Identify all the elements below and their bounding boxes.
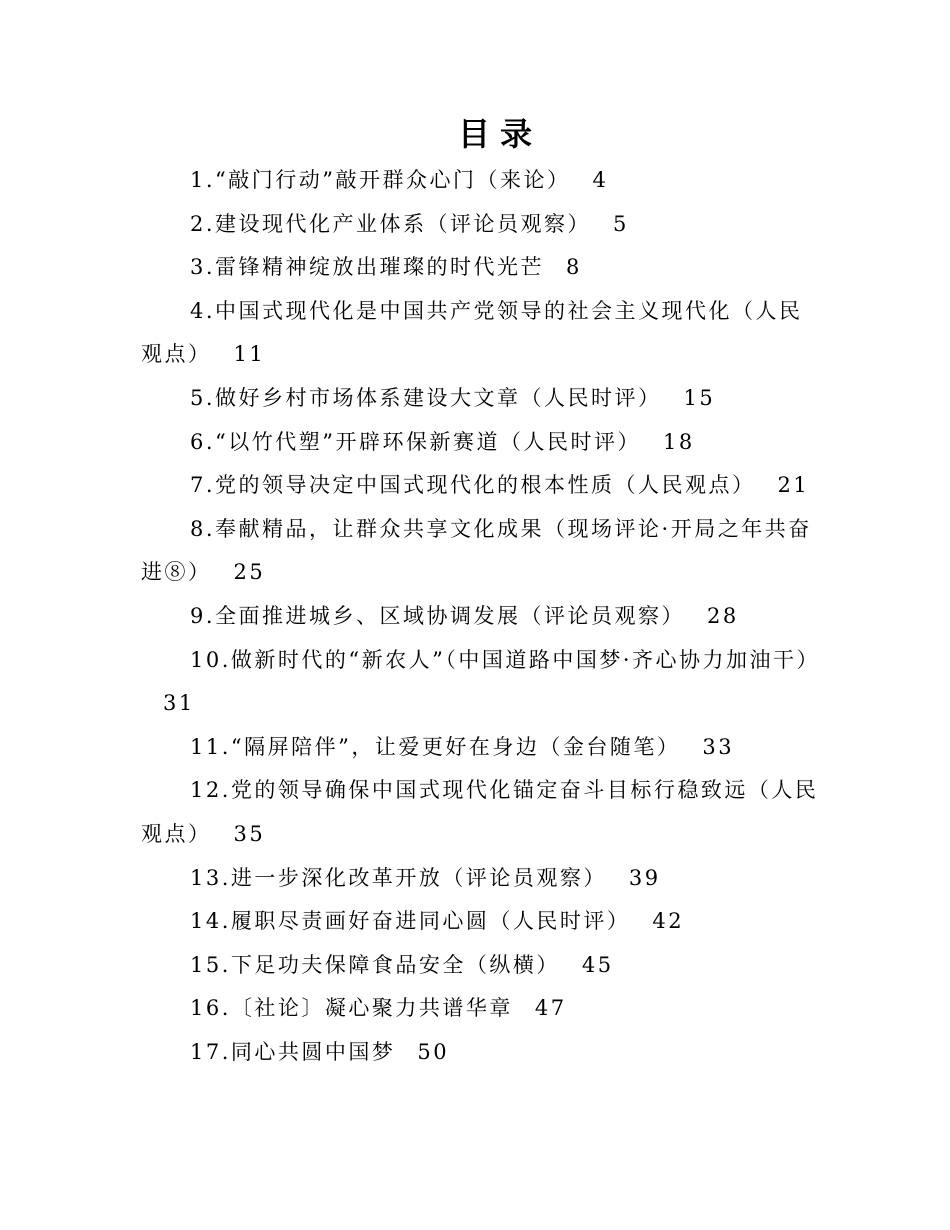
toc-entry-number: 13. (190, 865, 231, 890)
toc-entry-number: 11. (190, 734, 231, 759)
toc-entry[interactable] (141, 421, 821, 465)
toc-entry-page-number: 21 (777, 473, 810, 498)
toc-entry-title: 全面推进城乡、区域协调发展（评论员观察） (215, 603, 686, 628)
toc-entry[interactable] (141, 246, 821, 290)
toc-entry-title: 奉献精品，让群众共享文化成果（现场评论·开局之年共奋进⑧） (141, 516, 812, 585)
toc-entry[interactable] (141, 290, 821, 377)
toc-entry-title: 党的领导确保中国式现代化锚定奋斗目标行稳致远（人民观点） (141, 778, 819, 846)
toc-entry-page-number: 28 (707, 603, 739, 628)
toc-entry-page-number: 15 (683, 385, 716, 410)
toc-entry[interactable] (141, 508, 821, 595)
toc-entry[interactable] (141, 639, 821, 726)
toc-entry[interactable] (141, 377, 821, 421)
toc-entry-page-number: 31 (163, 691, 195, 716)
toc-entry-title: 中国式现代化是中国共产党领导的社会主义现代化（人民观点） (141, 298, 803, 367)
toc-title: 目录 (457, 115, 542, 153)
toc-entry-title: 党的领导决定中国式现代化的根本性质（人民观点） (215, 473, 756, 498)
toc-entry-page-number: 47 (534, 996, 567, 1021)
toc-entry-page-number: 45 (581, 952, 614, 977)
toc-entry[interactable] (141, 857, 821, 901)
toc-entry-number: 16. (190, 996, 231, 1021)
toc-entry[interactable] (141, 159, 821, 203)
toc-entry[interactable] (141, 1031, 821, 1075)
toc-entry-title: 雷锋精神绽放出璀璨的时代光芒 (215, 255, 545, 280)
toc-list (141, 159, 821, 1074)
toc-entry-title: 做新时代的“新农人”（中国道路中国梦·齐心协力加油干） (230, 647, 821, 672)
toc-entry-number: 6. (190, 429, 216, 454)
toc-entry[interactable] (141, 726, 821, 770)
toc-entry-number: 15. (190, 952, 231, 977)
toc-entry-title: 下足功夫保障食品安全（纵横） (230, 952, 560, 977)
toc-entry-page-number: 42 (652, 909, 685, 934)
toc-entry-page-number: 25 (233, 560, 266, 585)
toc-entry[interactable] (141, 464, 821, 508)
toc-entry[interactable] (141, 900, 821, 944)
toc-entry-number: 10. (190, 647, 231, 672)
toc-entry-page-number: 8 (566, 255, 582, 280)
toc-entry-page-number: 50 (417, 1039, 450, 1064)
toc-entry-page-number: 4 (592, 168, 609, 192)
toc-entry-title: 〔社论〕凝心聚力共谱华章 (230, 996, 513, 1021)
toc-entry[interactable] (141, 595, 821, 639)
toc-entry-page-number: 18 (663, 429, 695, 454)
toc-entry-number: 5. (190, 385, 216, 410)
toc-entry-number: 2. (190, 211, 216, 236)
toc-entry-number: 3. (190, 255, 216, 280)
toc-entry[interactable] (141, 203, 821, 247)
toc-entry-page-number: 35 (233, 821, 266, 846)
toc-entry-title: 履职尽责画好奋进同心圆（人民时评） (230, 909, 631, 934)
toc-entry-page-number: 5 (613, 211, 629, 236)
toc-entry-number: 4. (190, 298, 216, 323)
toc-entry-number: 7. (190, 473, 216, 498)
toc-entry[interactable] (141, 944, 821, 988)
toc-entry-title: 建设现代化产业体系（评论员观察） (215, 211, 592, 236)
toc-entry-page-number: 11 (233, 342, 266, 367)
toc-entry-title: 做好乡村市场体系建设大文章（人民时评） (215, 385, 662, 410)
toc-entry-title: “隔屏陪伴”，让爱更好在身边（金台随笔） (230, 734, 681, 759)
toc-entry-title: “敲门行动”敲开群众心门（来论） (215, 168, 571, 192)
toc-entry-number: 1. (190, 168, 216, 192)
toc-entry-number: 14. (190, 909, 231, 934)
toc-entry-number: 12. (190, 778, 231, 803)
toc-entry-number: 17. (190, 1039, 231, 1064)
toc-entry-number: 8. (190, 516, 216, 541)
toc-entry-number: 9. (190, 603, 216, 628)
toc-entry-title: 进一步深化改革开放（评论员观察） (230, 865, 607, 890)
toc-entry-page-number: 33 (702, 734, 735, 759)
toc-entry-title: 同心共圆中国梦 (230, 1039, 396, 1064)
toc-entry[interactable] (141, 987, 821, 1031)
toc-entry[interactable] (141, 769, 821, 856)
toc-entry-page-number: 39 (628, 865, 661, 890)
toc-entry-title: “以竹代塑”开辟环保新赛道（人民时评） (215, 429, 642, 454)
